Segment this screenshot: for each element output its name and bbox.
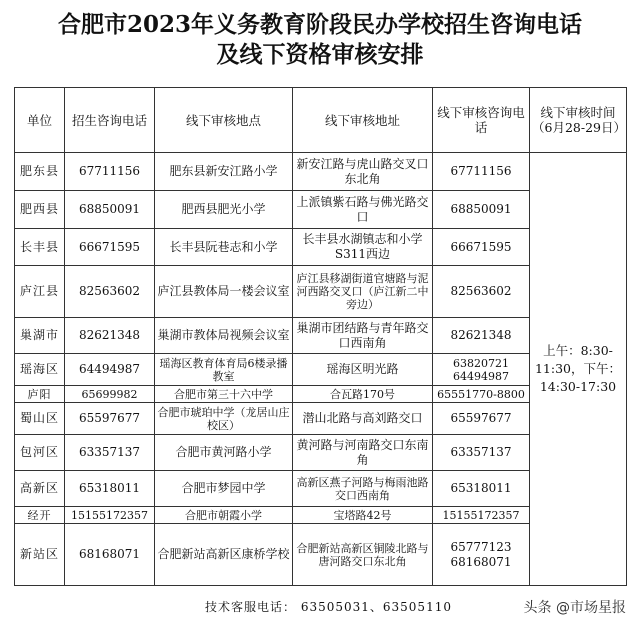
source-watermark: 头条 @市场星报: [523, 600, 626, 616]
cell-unit: 肥东县: [15, 153, 65, 191]
cell-address: 合瓦路170号: [293, 386, 433, 403]
cell-address: 庐江县移湖街道官塘路与泥河西路交叉口（庐江新二中旁边）: [293, 266, 433, 318]
cell-phone: 65699982: [65, 386, 155, 403]
cell-phone: 15155172357: [65, 507, 155, 524]
header-phone: 招生咨询电话: [65, 88, 155, 153]
header-address: 线下审核地址: [293, 88, 433, 153]
cell-location: 庐江县教体局一楼会议室: [155, 266, 293, 318]
cell-address: 潜山北路与高刘路交口: [293, 403, 433, 435]
page-title: [0, 10, 640, 70]
cell-review-phone: 68850091: [433, 191, 530, 229]
cell-review-phone: 63357137: [433, 435, 530, 471]
header-row: [15, 88, 627, 153]
cell-phone: 68168071: [65, 524, 155, 586]
cell-review-phone: 63820721 64494987: [433, 354, 530, 386]
cell-unit: 新站区: [15, 524, 65, 586]
cell-review-phone: 82563602: [433, 266, 530, 318]
cell-phone: 65318011: [65, 471, 155, 507]
schedule-table: [14, 87, 627, 586]
cell-review-phone: 67711156: [433, 153, 530, 191]
cell-address: 巢湖市团结路与青年路交口西南角: [293, 318, 433, 354]
cell-time: 上午：8:30-11:30，下午：14:30-17:30: [530, 153, 627, 586]
cell-unit: 瑶海区: [15, 354, 65, 386]
cell-review-phone: 82621348: [433, 318, 530, 354]
cell-address: 黄河路与河南路交口东南角: [293, 435, 433, 471]
header-location: 线下审核地点: [155, 88, 293, 153]
cell-phone: 68850091: [65, 191, 155, 229]
cell-review-phone: 65551770-8800: [433, 386, 530, 403]
cell-location: 长丰县阮巷志和小学: [155, 229, 293, 266]
cell-unit: 经开: [15, 507, 65, 524]
cell-review-phone: 65597677: [433, 403, 530, 435]
cell-address: 新安江路与虎山路交叉口东北角: [293, 153, 433, 191]
cell-review-phone: 66671595: [433, 229, 530, 266]
cell-address: 宝塔路42号: [293, 507, 433, 524]
cell-review-phone: 15155172357: [433, 507, 530, 524]
cell-unit: 长丰县: [15, 229, 65, 266]
cell-location: 肥西县肥光小学: [155, 191, 293, 229]
table-row: [15, 153, 627, 191]
cell-location: 瑶海区教育体育局6楼录播教室: [155, 354, 293, 386]
cell-phone: 64494987: [65, 354, 155, 386]
cell-phone: 82563602: [65, 266, 155, 318]
cell-location: 肥东县新安江路小学: [155, 153, 293, 191]
title-line-1: 合肥市2023年义务教育阶段民办学校招生咨询电话: [57, 11, 582, 38]
cell-location: 合肥市黄河路小学: [155, 435, 293, 471]
cell-address: 瑶海区明光路: [293, 354, 433, 386]
cell-address: 上派镇紫石路与佛光路交口: [293, 191, 433, 229]
cell-location: 合肥市琥珀中学（龙居山庄校区）: [155, 403, 293, 435]
cell-review-phone: 65318011: [433, 471, 530, 507]
cell-unit: 高新区: [15, 471, 65, 507]
cell-phone: 82621348: [65, 318, 155, 354]
cell-unit: 巢湖市: [15, 318, 65, 354]
cell-location: 合肥市第三十六中学: [155, 386, 293, 403]
service-phone-footer: 技术客服电话： 63505031、63505110: [205, 600, 452, 614]
header-time: 线下审核时间（6月28-29日）: [530, 88, 627, 153]
cell-review-phone: 65777123 68168071: [433, 524, 530, 586]
cell-phone: 65597677: [65, 403, 155, 435]
cell-unit: 包河区: [15, 435, 65, 471]
cell-unit: 肥西县: [15, 191, 65, 229]
cell-phone: 63357137: [65, 435, 155, 471]
cell-unit: 蜀山区: [15, 403, 65, 435]
cell-location: 合肥市梦园中学: [155, 471, 293, 507]
header-unit: 单位: [15, 88, 65, 153]
cell-address: 高新区燕子河路与梅雨池路交口西南角: [293, 471, 433, 507]
cell-location: 巢湖市教体局视频会议室: [155, 318, 293, 354]
cell-phone: 66671595: [65, 229, 155, 266]
cell-unit: 庐江县: [15, 266, 65, 318]
title-line-2: 及线下资格审核安排: [216, 41, 424, 68]
cell-phone: 67711156: [65, 153, 155, 191]
cell-location: 合肥新站高新区康桥学校: [155, 524, 293, 586]
cell-address: 长丰县水湖镇志和小学S311西边: [293, 229, 433, 266]
cell-location: 合肥市朝霞小学: [155, 507, 293, 524]
header-review-phone: 线下审核咨询电话: [433, 88, 530, 153]
cell-unit: 庐阳: [15, 386, 65, 403]
cell-address: 合肥新站高新区铜陵北路与唐河路交口东北角: [293, 524, 433, 586]
